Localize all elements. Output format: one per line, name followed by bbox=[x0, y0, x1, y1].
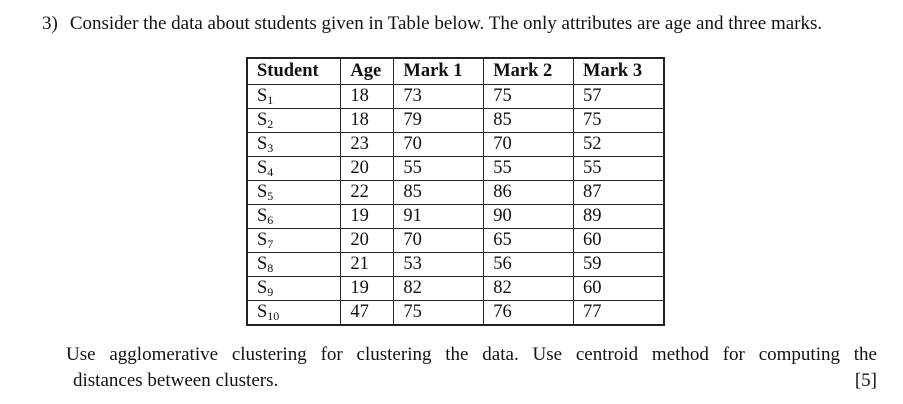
table-header-row bbox=[247, 58, 664, 85]
age-cell: 22 bbox=[341, 181, 394, 205]
age-cell: 20 bbox=[341, 229, 394, 253]
table-row bbox=[247, 133, 664, 157]
table-row bbox=[247, 205, 664, 229]
header-student: Student bbox=[247, 58, 341, 85]
student-data-table bbox=[246, 57, 665, 326]
mark-3-cell: 55 bbox=[574, 157, 665, 181]
student-subscript: 6 bbox=[267, 213, 274, 227]
header-age: Age bbox=[341, 58, 394, 85]
student-letter: S bbox=[257, 302, 268, 322]
student-cell bbox=[247, 157, 341, 181]
mark-3-cell: 57 bbox=[574, 85, 665, 109]
student-subscript: 1 bbox=[267, 93, 274, 107]
student-cell bbox=[247, 109, 341, 133]
student-letter: S bbox=[257, 134, 268, 154]
mark-1-cell: 53 bbox=[394, 253, 484, 277]
age-cell: 23 bbox=[341, 133, 394, 157]
instruction-line-2 bbox=[73, 370, 877, 392]
student-letter: S bbox=[257, 230, 268, 250]
age-cell: 47 bbox=[341, 301, 394, 326]
student-subscript: 5 bbox=[267, 189, 274, 203]
header-mark-3: Mark 3 bbox=[574, 58, 665, 85]
student-subscript: 3 bbox=[267, 141, 274, 155]
student-letter: S bbox=[257, 110, 268, 130]
mark-2-cell: 85 bbox=[484, 109, 574, 133]
question-number: 3) bbox=[42, 13, 58, 34]
marks-label: [5] bbox=[854, 370, 877, 391]
instruction-line-1: Use agglomerative clustering for clustering the data. Use centroid method for computing the bbox=[66, 344, 877, 365]
student-cell bbox=[247, 229, 341, 253]
student-cell bbox=[247, 85, 341, 109]
age-cell: 19 bbox=[341, 277, 394, 301]
student-letter: S bbox=[257, 206, 268, 226]
mark-3-cell: 87 bbox=[574, 181, 665, 205]
mark-1-cell: 70 bbox=[394, 229, 484, 253]
mark-1-cell: 85 bbox=[394, 181, 484, 205]
age-cell: 19 bbox=[341, 205, 394, 229]
table-row bbox=[247, 277, 664, 301]
mark-2-cell: 86 bbox=[484, 181, 574, 205]
mark-1-cell: 75 bbox=[394, 301, 484, 326]
student-cell bbox=[247, 277, 341, 301]
header-mark-2: Mark 2 bbox=[484, 58, 574, 85]
mark-2-cell: 76 bbox=[484, 301, 574, 326]
mark-2-cell: 55 bbox=[484, 157, 574, 181]
mark-3-cell: 75 bbox=[574, 109, 665, 133]
mark-1-cell: 79 bbox=[394, 109, 484, 133]
student-subscript: 10 bbox=[267, 309, 280, 323]
mark-2-cell: 65 bbox=[484, 229, 574, 253]
mark-3-cell: 77 bbox=[574, 301, 665, 326]
instruction-text: distances between clusters. bbox=[73, 370, 279, 391]
student-cell bbox=[247, 133, 341, 157]
mark-1-cell: 91 bbox=[394, 205, 484, 229]
table-row bbox=[247, 109, 664, 133]
student-letter: S bbox=[257, 158, 268, 178]
table-body bbox=[247, 85, 664, 326]
mark-2-cell: 90 bbox=[484, 205, 574, 229]
mark-3-cell: 60 bbox=[574, 277, 665, 301]
student-subscript: 7 bbox=[267, 237, 274, 251]
student-cell bbox=[247, 253, 341, 277]
age-cell: 18 bbox=[341, 85, 394, 109]
student-letter: S bbox=[257, 86, 268, 106]
age-cell: 18 bbox=[341, 109, 394, 133]
table-row bbox=[247, 301, 664, 326]
mark-1-cell: 82 bbox=[394, 277, 484, 301]
mark-2-cell: 75 bbox=[484, 85, 574, 109]
student-cell bbox=[247, 205, 341, 229]
student-letter: S bbox=[257, 254, 268, 274]
table-row bbox=[247, 253, 664, 277]
student-cell bbox=[247, 181, 341, 205]
mark-3-cell: 59 bbox=[574, 253, 665, 277]
question-text: Consider the data about students given in Table below. The only attributes are age and three marks. bbox=[69, 13, 823, 34]
question-heading bbox=[42, 13, 822, 35]
table-row bbox=[247, 157, 664, 181]
mark-3-cell: 89 bbox=[574, 205, 665, 229]
student-cell bbox=[247, 301, 341, 326]
student-subscript: 9 bbox=[267, 285, 274, 299]
age-cell: 21 bbox=[341, 253, 394, 277]
mark-1-cell: 55 bbox=[394, 157, 484, 181]
mark-3-cell: 60 bbox=[574, 229, 665, 253]
mark-1-cell: 73 bbox=[394, 85, 484, 109]
student-subscript: 4 bbox=[267, 165, 274, 179]
mark-3-cell: 52 bbox=[574, 133, 665, 157]
student-subscript: 2 bbox=[267, 117, 274, 131]
table-row bbox=[247, 229, 664, 253]
mark-2-cell: 70 bbox=[484, 133, 574, 157]
mark-2-cell: 56 bbox=[484, 253, 574, 277]
mark-2-cell: 82 bbox=[484, 277, 574, 301]
mark-1-cell: 70 bbox=[394, 133, 484, 157]
student-letter: S bbox=[257, 278, 268, 298]
header-mark-1: Mark 1 bbox=[394, 58, 484, 85]
student-subscript: 8 bbox=[267, 261, 274, 275]
student-letter: S bbox=[257, 182, 268, 202]
age-cell: 20 bbox=[341, 157, 394, 181]
table-row bbox=[247, 85, 664, 109]
table-row bbox=[247, 181, 664, 205]
